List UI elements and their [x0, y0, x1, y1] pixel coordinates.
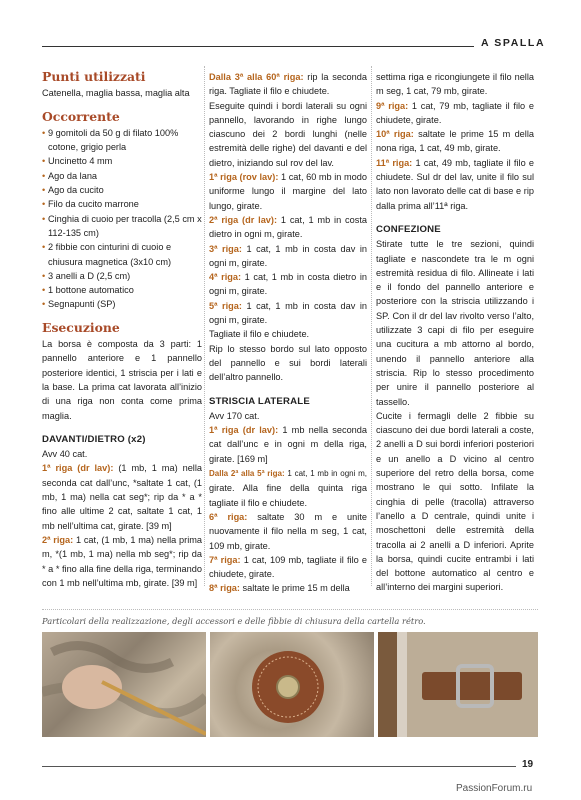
row-text: 1 cat, 1 mb in ogni m,: [284, 469, 368, 479]
row-label: 1ª riga (dr lav):: [209, 425, 279, 436]
striscia-title: STRISCIA LATERALE: [209, 395, 310, 407]
row-instruction: [209, 270, 367, 299]
row-label: 4ª riga:: [209, 272, 242, 283]
confezione-text: Cucite i fermagli delle 2 fibbie su ciascuno dei due bordi laterali a coste, 2 anelli a D sui bordi inferiori posteriori e un anello a D vicino al centro superiore del retro della borsa, come mostrano le qui sotto. Infilate la cinghia di pelle (tracolla) attraverso l’anello a D centrale, quindi unite i moschettoni delle estremità della tracolla ai 2 anelli a D inferiori. Aprite la borsa, quindi cucite entrambi i lati del bottone automatico al centro e all’interno dei margini superiori.: [376, 410, 534, 593]
davanti-title: DAVANTI/DIETRO (x2): [42, 433, 146, 445]
row-label: 10ª riga:: [376, 129, 414, 140]
row-instruction: [209, 242, 367, 271]
materials-list: [42, 126, 202, 312]
row-text: rip la seconda riga. Tagliate il filo e chiudete.: [209, 72, 367, 97]
row-instruction: [42, 533, 202, 590]
row-text: 1 cat, 1 mb in costa dav in ogni m, girate.: [209, 243, 367, 268]
list-item: • 9 gomitoli da 50 g di filato 100% cotone, grigio perla: [42, 126, 202, 155]
occorrente-title: Occorrente: [42, 108, 120, 124]
row-instruction: [209, 553, 367, 582]
row-label: 8ª riga:: [209, 583, 240, 594]
row-label: 9ª riga:: [376, 100, 409, 111]
column-1: [42, 70, 202, 590]
row-label: 11ª riga:: [376, 157, 413, 168]
list-item: • Filo da cucito marrone: [42, 197, 202, 211]
row-label: 6ª riga:: [209, 511, 248, 522]
section-header: A SPALLA: [481, 37, 546, 49]
row-instruction: [376, 99, 534, 128]
column-divider: [204, 66, 205, 586]
edge-text: Eseguite quindi i bordi laterali su ogni pannello, lavorando in righe lungo ciascuno dei 2 bordi lunghi (nelle estremità delle righe) del davanti e del dietro, iniziando sul rov del lav.: [209, 100, 367, 168]
row-instruction: [209, 466, 367, 510]
buckle-illustration: [378, 632, 538, 737]
photo-buckle: [378, 632, 538, 737]
crochet-hook-illustration: [42, 632, 206, 737]
cut-text: Tagliate il filo e chiudete.: [209, 329, 310, 340]
row-instruction: [209, 581, 367, 595]
column-2: [209, 70, 367, 596]
page-number: 19: [522, 759, 534, 770]
footer-rule: [42, 766, 516, 767]
row-label: 5ª riga:: [209, 300, 242, 311]
magnetic-clasp-illustration: [210, 632, 374, 737]
row-text: 1 cat, 49 mb, tagliate il filo e chiudete. Sul dr del lav, unite il filo sul lato non lavorato delle cat di base e rip dalla prima all’11ª riga.: [376, 157, 535, 211]
row-instruction: [209, 423, 367, 466]
continued-text: settima riga e ricongiungete il filo nella m seg, 1 cat, 79 mb, girate.: [376, 72, 534, 97]
avv-text: Avv 40 cat.: [42, 449, 88, 460]
row-label: Dalla 3ª alla 60ª riga:: [209, 72, 304, 82]
list-item: • Ago da cucito: [42, 183, 202, 197]
row-text: 1 cat, 60 mb in modo uniforme lungo il margine del lato lungo, girate.: [209, 172, 367, 211]
row-text: (1 mb, 1 ma) nella seconda cat dall’unc, *saltate 1 cat, (1 mb, 1 ma) nella cat seg*; rip da * a * fino alle ultime 2 cat, saltate 1 cat, 1 mb nell’ultima cat, girate. [39 m]: [42, 463, 202, 531]
row-label: 2ª riga (dr lav):: [209, 214, 278, 225]
row-label: 3ª riga:: [209, 243, 242, 254]
list-item: • Segnapunti (SP): [42, 297, 202, 311]
caption-rule: [42, 609, 538, 610]
list-item: • Cinghia di cuoio per tracolla (2,5 cm x 112-135 cm): [42, 212, 202, 241]
photo-caption: Particolari della realizzazione, degli accessori e delle fibbie di chiusura della cartella rétro.: [42, 616, 426, 626]
row-text: 1 cat, 1 mb in costa dav in ogni m, girate.: [209, 300, 367, 326]
row-instruction: [209, 70, 367, 99]
row-text: 1 cat, 109 mb, tagliate il filo e chiudete, girate.: [209, 554, 368, 580]
row-text: 1 mb nella seconda cat dall’unc e in ogni m della riga, girate. [169 m]: [209, 425, 368, 464]
list-item: • 2 fibbie con cinturini di cuoio e chiusura magnetica (3x10 cm): [42, 240, 202, 269]
row-instruction: [209, 213, 367, 242]
list-item: • Uncinetto 4 mm: [42, 154, 202, 168]
row-label: 7ª riga:: [209, 554, 241, 565]
esecuzione-title: Esecuzione: [42, 319, 120, 335]
row-text: 1 cat, (1 mb, 1 ma) nella prima m, *(1 mb, 1 ma) nella mb seg*; rip da * a * fino alla fine della riga, terminando con 1 mb nell’ultima mb, girate. [39 m]: [42, 534, 202, 588]
esecuzione-text: La borsa è composta da 3 parti: 1 pannello anteriore e 1 pannello posteriore identici, 1 striscia per i lati e la base. La prima cat lavorata all’inizio di una riga non conta come prima maglia.: [42, 339, 202, 421]
row-label: 2ª riga:: [42, 534, 74, 545]
row-instruction: [42, 461, 202, 532]
row-label: Dalla 2ª alla 5ª riga:: [209, 469, 285, 479]
row-text: saltate 30 m e unite nuovamente il filo nella m seg, 1 cat, 109 mb, girate.: [209, 511, 367, 551]
avv-text: Avv 170 cat.: [209, 410, 260, 421]
row-text: girate. Alla fine della quinta riga tagliate il filo e chiudete.: [209, 483, 367, 508]
row-instruction: [376, 127, 534, 156]
watermark: PassionForum.ru: [456, 783, 533, 794]
row-instruction: [209, 510, 367, 553]
confezione-text: Stirate tutte le tre sezioni, quindi tagliate e nascondete tra le m ogni estremità residua di filo. Allineate i lati e il fondo del pannello anteriore e posteriore con la striscia utilizzando i SP. Con il dr del lav rivolto verso l’alto, utilizzate 3 capi di filo per eseguire una cucitura a mb attorno al bordo, unendo il pannello anteriore alla striscia. Rip lo stesso procedimento per unire il pannello posteriore al tassello.: [376, 239, 534, 407]
row-label: 1ª riga (rov lav):: [209, 172, 279, 183]
row-text: 1 cat, 1 mb in costa dietro in ogni m, girate.: [209, 214, 367, 240]
punti-text: Catenella, maglia bassa, maglia alta: [42, 88, 190, 99]
photo-magnetic-clasp: [210, 632, 374, 737]
photo-crochet-detail: [42, 632, 206, 737]
list-item: • 1 bottone automatico: [42, 283, 202, 297]
row-text: 1 cat, 1 mb in costa dietro in ogni m, girate.: [209, 272, 367, 297]
column-3: [376, 70, 534, 595]
confezione-title: CONFEZIONE: [376, 223, 441, 235]
row-label: 1ª riga (dr lav):: [42, 463, 114, 474]
row-instruction: [376, 156, 534, 213]
row-text: 1 cat, 79 mb, tagliate il filo e chiudete, girate.: [376, 100, 534, 125]
row-instruction: [209, 299, 367, 328]
repeat-text: Rip lo stesso bordo sul lato opposto del pannello e sui bordi laterali dell’altro pannello.: [209, 343, 367, 383]
row-instruction: [209, 170, 367, 213]
list-item: • Ago da lana: [42, 169, 202, 183]
punti-title: Punti utilizzati: [42, 69, 146, 84]
column-divider: [371, 66, 372, 586]
row-text: saltate le prime 15 m della: [239, 583, 350, 594]
list-item: • 3 anelli a D (2,5 cm): [42, 269, 202, 283]
header-rule: [42, 46, 474, 47]
row-text: saltate le prime 15 m della nona riga, 1 cat, 49 mb, girate.: [376, 129, 534, 154]
